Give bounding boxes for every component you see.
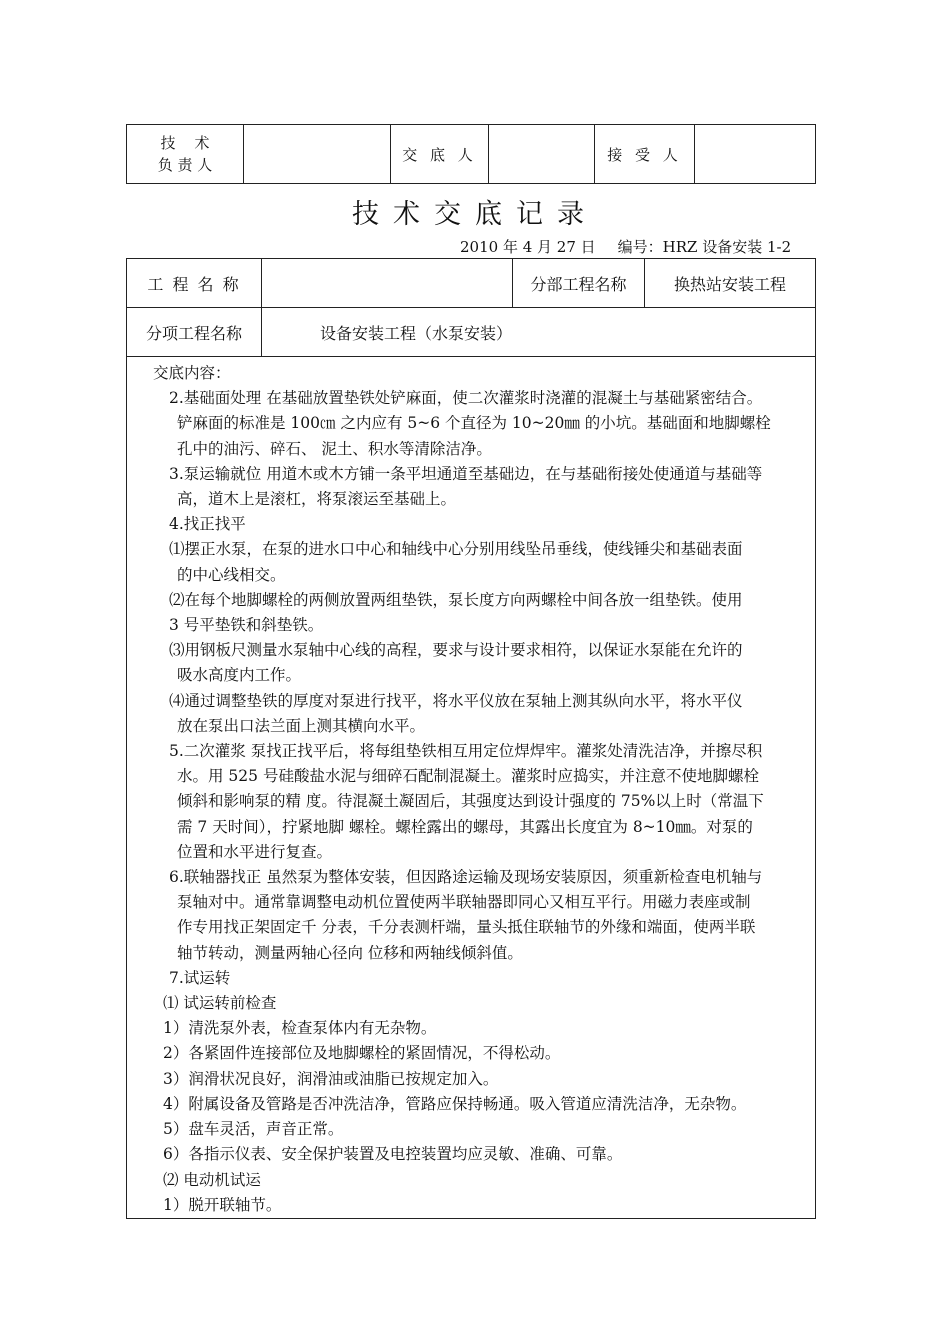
tech-lead-label-line1: 技 术 [160,134,210,152]
content-line: 高，道木上是滚杠，将泵滚运至基础上。 [177,490,457,509]
content-line: 孔中的油污、碎石、 泥土、积水等清除洁净。 [177,439,492,458]
content-line: 的中心线相交。 [177,565,286,584]
content-line: 轴节转动，测量两轴心径向 位移和两轴线倾斜值。 [177,943,523,962]
content-line: 3.泵运输就位 用道木或木方铺一条平坦通道至基础边，在与基础衔接处使通道与基础等 [169,464,763,483]
content-line: 4）附属设备及管路是否冲洗洁净，管路应保持畅通。吸入管道应清洗洁净，无杂物。 [163,1094,747,1113]
content-line: 需 7 天时间），拧紧地脚 螺栓。螺栓露出的螺母，其露出长度宜为 8~10㎜。对泵的 [177,817,753,836]
content-line: 2）各紧固件连接部位及地脚螺栓的紧固情况，不得松动。 [163,1044,561,1063]
document-meta [460,236,791,257]
content-line: ⑵ 电动机试运 [163,1170,261,1189]
content-line: 3 号平垫铁和斜垫铁。 [169,616,324,635]
content-line: 1）清洗泵外表，检查泵体内有无杂物。 [163,1019,437,1038]
content-line: ⑷通过调整垫铁的厚度对泵进行找平，将水平仪放在泵轴上测其纵向水平，将水平仪 [169,691,743,710]
content-line: 3）润滑状况良好，润滑油或油脂已按规定加入。 [163,1069,499,1088]
sub-project-value: 换热站安装工程 [645,259,816,308]
content-line: ⑴摆正水泵，在泵的进水口中心和轴线中心分别用线坠吊垂线，使线锤尖和基础表面 [169,540,743,559]
content-line: 放在泵出口法兰面上测其横向水平。 [177,716,426,735]
content-line: 6）各指示仪表、安全保护装置及电控装置均应灵敏、准确、可靠。 [163,1145,623,1164]
content-line: 位置和水平进行复查。 [177,842,333,861]
content-line: 6.联轴器找正 虽然泵为整体安装，但因路途运输及现场安装原因，须重新检查电机轴与 [169,868,763,887]
record-table [126,258,816,1219]
content-line: 4.找正找平 [169,515,246,534]
content-line: 倾斜和影响泵的精 度。待混凝土凝固后，其强度达到设计强度的 75%以上时（常温下 [177,792,764,811]
tech-lead-value[interactable] [244,125,391,184]
presenter-label: 交 底 人 [391,125,489,184]
tech-lead-label [127,125,244,184]
tech-lead-label-line2: 负 责 人 [157,156,213,174]
item-label: 分项工程名称 [127,308,262,357]
content-lines [163,386,805,1218]
content-line: 铲麻面的标准是 100㎝ 之内应有 5~6 个直径为 10~20㎜ 的小坑。基础面和地脚螺栓 [177,414,771,433]
project-name-label: 工 程 名 称 [127,259,262,308]
receiver-value[interactable] [695,125,816,184]
content-heading: 交底内容： [153,364,231,382]
project-name-value[interactable] [262,259,513,308]
content-line: ⑵在每个地脚螺栓的两侧放置两组垫铁，泵长度方向两螺栓中间各放一组垫铁。使用 [169,590,743,609]
content-line: 2.基础面处理 在基础放置垫铁处铲麻面，使二次灌浆时浇灌的混凝土与基础紧密结合。 [169,389,763,408]
content-line: 作专用找正架固定千 分表，千分表测杆端，量头抵住联轴节的外缘和端面，使两半联 [177,918,756,937]
presenter-value[interactable] [489,125,595,184]
content-body [127,357,815,1218]
document-number: 编号：HRZ 设备安装 1-2 [617,238,792,256]
sub-project-label: 分部工程名称 [513,259,645,308]
content-line: 水。用 525 号硅酸盐水泥与细碎石配制混凝土。灌浆时应捣实，并注意不使地脚螺栓 [177,767,759,786]
date: 2010 年 4 月 27 日 [460,238,596,256]
content-line: 7.试运转 [169,968,231,987]
content-line: 吸水高度内工作。 [177,666,302,685]
content-line: 5.二次灌浆 泵找正找平后，将每组垫铁相互用定位焊焊牢。灌浆处清洗洁净，并擦尽积 [169,742,763,761]
content-line: 1）脱开联轴节。 [163,1195,282,1214]
receiver-label: 接 受 人 [595,125,695,184]
content-cell [127,357,816,1219]
item-value-text: 设备安装工程（水泵安装） [320,323,513,343]
content-line: ⑶用钢板尺测量水泵轴中心线的高程，要求与设计要求相符，以保证水泵能在允许的 [169,641,743,660]
content-line: ⑴ 试运转前检查 [163,994,277,1013]
signature-table [126,124,816,184]
content-line: 泵轴对中。通常靠调整电动机位置使两半联轴器即同心又相互平行。用磁力表座或制 [177,893,751,912]
item-value [262,308,816,357]
content-line: 5）盘车灵活，声音正常。 [163,1120,344,1139]
document-title: 技术交底记录 [352,199,598,230]
